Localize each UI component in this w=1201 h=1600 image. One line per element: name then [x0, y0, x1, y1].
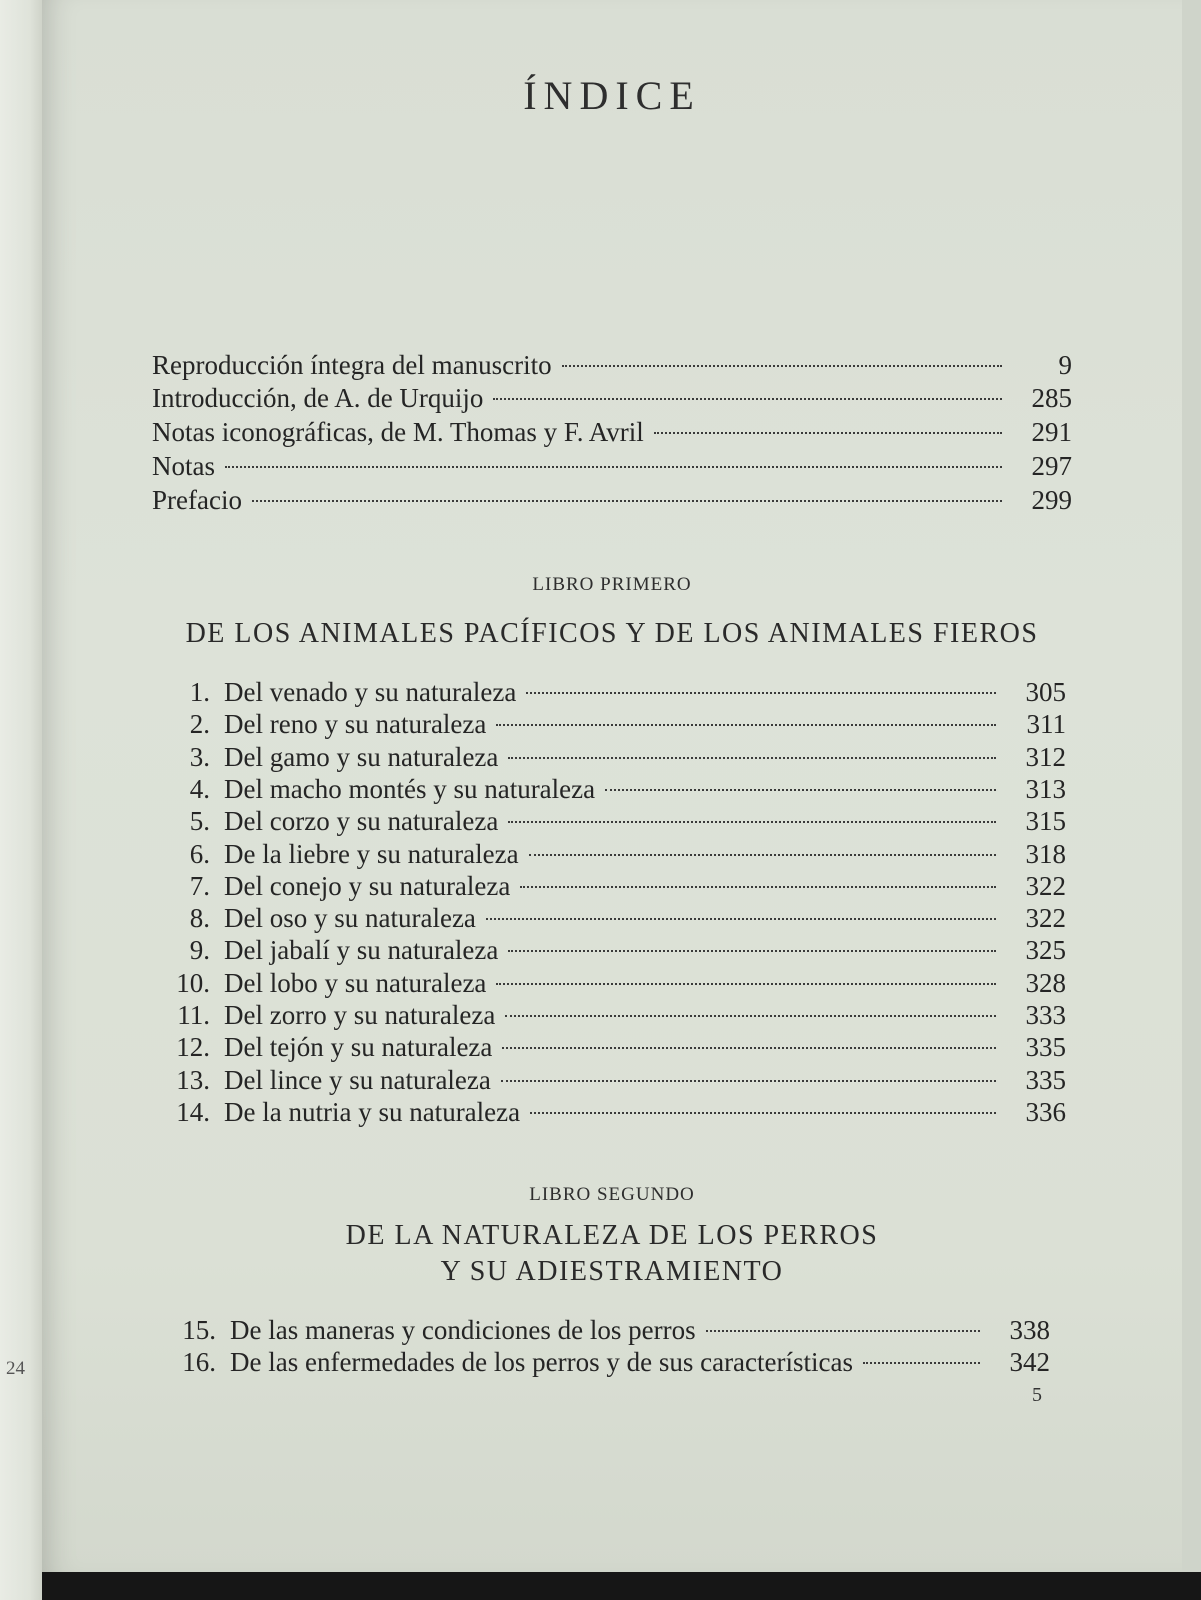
chapter-number: 11.: [177, 1000, 210, 1030]
toc-entry: [152, 382, 1072, 415]
chapter-entry: [154, 838, 1066, 871]
leader-dots: [486, 918, 996, 920]
chapter-title: Del tejón y su naturaleza: [224, 1032, 493, 1063]
chapter-entry: [154, 1064, 1066, 1097]
chapter-title: Del gamo y su naturaleza: [224, 741, 499, 772]
toc-entry-page: 291: [1031, 417, 1072, 447]
chapter-page: 338: [1009, 1315, 1050, 1345]
chapter-entry: [154, 999, 1066, 1032]
leader-dots: [252, 500, 1002, 502]
chapter-number: 9.: [189, 935, 210, 966]
leader-dots: [529, 854, 996, 856]
chapter-number: 7.: [189, 870, 210, 901]
toc-entry-label: Reproducción íntegra del manuscrito: [152, 350, 552, 380]
page-folio: 5: [1032, 1384, 1042, 1406]
chapter-number: 8.: [189, 903, 210, 934]
chapter-page: 342: [1009, 1347, 1050, 1377]
chapter-page: 305: [1025, 677, 1066, 707]
leader-dots: [562, 365, 1002, 367]
chapter-number: 14.: [176, 1096, 210, 1127]
toc-entry: [152, 484, 1072, 517]
chapter-page: 315: [1025, 806, 1066, 837]
toc-entry-page: 285: [1031, 383, 1072, 413]
previous-page-number: 24: [6, 1358, 25, 1379]
toc-entry-label: Introducción, de A. de Urquijo: [152, 383, 484, 413]
chapter-entry: [154, 902, 1066, 935]
chapter-entry: [154, 1031, 1066, 1064]
chapter-title: Del oso y su naturaleza: [224, 903, 476, 934]
book-one-label: LIBRO PRIMERO: [532, 574, 692, 595]
chapter-number: 6.: [189, 838, 210, 869]
chapter-entry: [154, 934, 1066, 967]
chapter-entry: [154, 676, 1066, 709]
leader-dots: [501, 1080, 996, 1082]
toc-entry-label: Notas iconográficas, de M. Thomas y F. Avril: [152, 417, 644, 447]
chapter-title: Del venado y su naturaleza: [224, 677, 517, 707]
chapter-number: 10.: [176, 967, 210, 998]
previous-page-edge: [0, 0, 42, 1600]
toc-entry: [152, 450, 1072, 483]
index-page: [42, 0, 1182, 1572]
chapter-page: 322: [1025, 870, 1066, 901]
page-right-edge: [1182, 0, 1201, 1600]
toc-entry-label: Notas: [152, 451, 215, 481]
book-one-title: DE LOS ANIMALES PACÍFICOS Y DE LOS ANIMALES FIEROS: [185, 618, 1039, 649]
book-two-label: LIBRO SEGUNDO: [529, 1184, 695, 1205]
chapter-entry: [154, 1096, 1066, 1129]
chapter-number: 16.: [182, 1347, 216, 1377]
chapter-number: 15.: [182, 1315, 216, 1345]
chapter-page: 335: [1025, 1064, 1066, 1095]
chapter-title: De las maneras y condiciones de los perros: [230, 1315, 696, 1345]
chapter-page: 313: [1025, 773, 1066, 804]
leader-dots: [526, 692, 996, 694]
chapter-page: 318: [1025, 838, 1066, 869]
leader-dots: [496, 724, 996, 726]
chapter-page: 328: [1025, 967, 1066, 998]
leader-dots: [225, 466, 1002, 468]
book-two-title-line2: Y SU ADIESTRAMIENTO: [440, 1256, 784, 1287]
chapter-title: Del lince y su naturaleza: [224, 1064, 491, 1095]
chapter-title: Del conejo y su naturaleza: [224, 870, 511, 901]
chapter-title: Del zorro y su naturaleza: [224, 1000, 496, 1030]
chapter-number: 3.: [189, 741, 210, 772]
chapter-title: De las enfermedades de los perros y de sus características: [230, 1347, 853, 1377]
chapter-page: 336: [1025, 1096, 1066, 1127]
chapter-title: Del lobo y su naturaleza: [224, 967, 487, 998]
toc-entry-page: 297: [1031, 451, 1072, 481]
chapter-number: 13.: [176, 1064, 210, 1095]
chapter-title: Del corzo y su naturaleza: [224, 806, 499, 837]
chapter-number: 4.: [189, 773, 210, 804]
leader-dots: [508, 950, 996, 952]
chapter-page: 311: [1026, 709, 1066, 740]
chapter-number: 1.: [189, 677, 210, 707]
chapter-page: 333: [1025, 1000, 1066, 1030]
toc-entry-page: 9: [1058, 350, 1072, 380]
chapter-page: 335: [1025, 1032, 1066, 1063]
leader-dots: [863, 1362, 980, 1364]
toc-entry: [152, 349, 1072, 382]
page-title: ÍNDICE: [523, 73, 701, 118]
chapter-entry: [154, 708, 1066, 741]
chapter-title: Del macho montés y su naturaleza: [224, 773, 596, 804]
chapter-title: Del jabalí y su naturaleza: [224, 935, 499, 966]
toc-entry-label: Prefacio: [152, 485, 242, 515]
leader-dots: [508, 757, 996, 759]
leader-dots: [508, 821, 996, 823]
leader-dots: [520, 886, 996, 888]
chapter-entry: [154, 870, 1066, 903]
leader-dots: [493, 398, 1002, 400]
chapter-entry: [154, 805, 1066, 838]
leader-dots: [530, 1112, 996, 1114]
chapter-entry: [154, 741, 1066, 774]
leader-dots: [706, 1330, 980, 1332]
toc-entry-page: 299: [1031, 485, 1072, 515]
leader-dots: [654, 432, 1002, 434]
leader-dots: [505, 1015, 996, 1017]
chapter-title: De la nutria y su naturaleza: [224, 1096, 521, 1127]
leader-dots: [496, 983, 996, 985]
chapter-entry: [154, 967, 1066, 1000]
chapter-page: 325: [1025, 935, 1066, 966]
background-strip: [42, 1572, 1201, 1600]
book-two-title-line1: DE LA NATURALEZA DE LOS PERROS: [345, 1220, 879, 1251]
chapter-entry: [160, 1314, 1050, 1347]
toc-entry: [152, 416, 1072, 449]
chapter-page: 322: [1025, 903, 1066, 934]
chapter-title: De la liebre y su naturaleza: [224, 838, 519, 869]
chapter-title: Del reno y su naturaleza: [224, 709, 487, 740]
chapter-entry: [160, 1346, 1050, 1379]
leader-dots: [502, 1047, 996, 1049]
chapter-number: 12.: [176, 1032, 210, 1063]
chapter-entry: [154, 773, 1066, 806]
leader-dots: [605, 789, 996, 791]
chapter-number: 5.: [189, 806, 210, 837]
chapter-page: 312: [1025, 741, 1066, 772]
chapter-number: 2.: [189, 709, 210, 740]
